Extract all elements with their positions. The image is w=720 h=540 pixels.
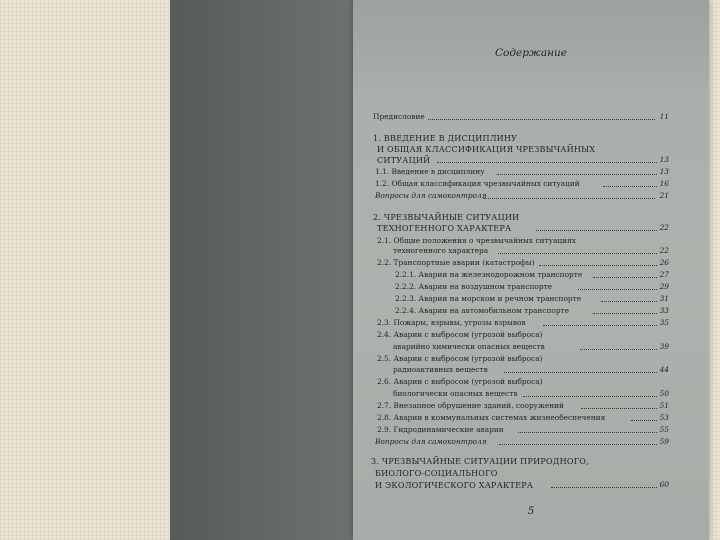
toc-entry-title: 2.2. Транспортные аварии (катастрофы) — [377, 258, 535, 267]
toc-entry-title: 2.2.2. Аварии на воздушном транспорте — [395, 282, 553, 291]
dot-leader — [497, 174, 657, 175]
toc-entry-title: 1.2. Общая классификация чрезвычайных ситуаций — [375, 179, 580, 188]
dot-leader — [437, 162, 657, 163]
toc-entry — [353, 455, 709, 467]
toc-entry — [353, 293, 709, 305]
toc-entry — [353, 111, 709, 123]
dot-leader — [601, 301, 657, 302]
dot-leader — [578, 289, 657, 290]
toc-entry — [353, 281, 709, 293]
dot-leader — [581, 408, 657, 409]
toc-entry-page: 55 — [659, 425, 669, 434]
toc-entry-title: техногенного характера — [393, 246, 489, 255]
toc-entry-title: ТЕХНОГЕННОГО ХАРАКТЕРА — [377, 223, 512, 233]
toc-entry-title: 2.8. Аварии в коммунальных системах жизнеобеспечения — [377, 413, 606, 422]
toc-entry-page: 26 — [659, 258, 669, 267]
dot-leader — [593, 277, 657, 278]
toc-entry-page: 51 — [659, 401, 669, 410]
toc-entry — [353, 222, 709, 234]
toc-entry-title: 2.2.4. Аварии на автомобильном транспорте — [395, 306, 570, 315]
toc-entry-title: Вопросы для самоконтроля — [375, 191, 487, 200]
dot-leader — [523, 396, 657, 397]
toc-entry — [353, 400, 709, 412]
toc-entry — [353, 364, 709, 376]
toc-entry-page: 29 — [659, 282, 669, 291]
dot-leader — [499, 444, 657, 445]
toc-entry-title: 2.4. Аварии с выбросом (угрозой выброса) — [377, 330, 543, 339]
toc-entry-title: И ЭКОЛОГИЧЕСКОГО ХАРАКТЕРА — [375, 480, 534, 490]
toc-entry-title: БИОЛОГО-СОЦИАЛЬНОГО — [375, 468, 498, 478]
page-number: 5 — [527, 506, 535, 517]
toc-entry — [353, 257, 709, 269]
toc-entry-page: 33 — [659, 306, 669, 315]
toc-entry — [353, 436, 709, 448]
toc-entry-page: 53 — [659, 413, 669, 422]
dot-leader — [536, 230, 657, 231]
dot-leader — [603, 186, 657, 187]
toc-entry — [353, 376, 709, 388]
toc-entry — [353, 317, 709, 329]
dot-leader — [483, 198, 655, 199]
toc-entry-title: 2.1. Общие положения о чрезвычайных ситуациях — [377, 236, 576, 245]
toc-entry-title: 2. ЧРЕЗВЫЧАЙНЫЕ СИТУАЦИИ — [373, 212, 520, 222]
dot-leader — [580, 349, 657, 350]
dot-leader — [551, 487, 657, 488]
toc-entry-page: 27 — [659, 270, 669, 279]
page-title: Содержание — [494, 47, 568, 59]
toc-entry — [353, 479, 709, 491]
dot-leader — [504, 372, 657, 373]
dot-leader — [518, 432, 657, 433]
toc-entry-page: 50 — [659, 389, 669, 398]
toc-entry-title: 2.9. Гидродинамические аварии — [377, 425, 504, 434]
toc-entry-title: 2.5. Аварии с выбросом (угрозой выброса) — [377, 354, 543, 363]
toc-entry-page: 11 — [659, 112, 669, 121]
toc-entry — [353, 154, 709, 166]
toc-entry-title: аварийно химически опасных веществ — [393, 342, 545, 351]
toc-entry — [353, 424, 709, 436]
toc-entry-page: 31 — [659, 294, 669, 303]
toc-entry-page: 22 — [659, 246, 669, 255]
toc-entry — [353, 388, 709, 400]
toc-entry-page: 39 — [659, 342, 669, 351]
toc-entry-page: 35 — [659, 318, 669, 327]
toc-entry — [353, 190, 709, 202]
toc-entry-title: Предисловие — [373, 112, 425, 121]
toc-entry — [353, 269, 709, 281]
toc-entry-page: 16 — [659, 179, 669, 188]
toc-entry-page: 60 — [659, 480, 669, 489]
dot-leader — [498, 253, 657, 254]
toc-entry-page: 13 — [659, 155, 669, 164]
book-photo — [170, 0, 669, 540]
toc-entry-title: 1. ВВЕДЕНИЕ В ДИСЦИПЛИНУ — [373, 133, 518, 143]
toc-entry — [353, 245, 709, 257]
toc-entry-title: Вопросы для самоконтроля — [375, 437, 487, 446]
toc-entry — [353, 467, 709, 479]
book-page — [353, 0, 709, 540]
toc-entry-page: 22 — [659, 223, 669, 232]
toc-entry — [353, 166, 709, 178]
toc-entry-page: 13 — [659, 167, 669, 176]
dot-leader — [593, 313, 657, 314]
toc-entry — [353, 329, 709, 341]
toc-entry-title: биологически опасных веществ — [393, 389, 518, 398]
dot-leader — [428, 119, 655, 120]
toc-entry — [353, 305, 709, 317]
toc-entry — [353, 178, 709, 190]
toc-entry — [353, 341, 709, 353]
toc-entry-title: 2.2.3. Аварии на морском и речном транспорте — [395, 294, 582, 303]
toc-entry-title: 2.7. Внезапное обрушение зданий, сооружений — [377, 401, 564, 410]
dot-leader — [543, 325, 657, 326]
toc-entry-title: СИТУАЦИЙ — [377, 155, 431, 165]
toc-entry-title: 3. ЧРЕЗВЫЧАЙНЫЕ СИТУАЦИИ ПРИРОДНОГО, — [371, 456, 589, 466]
toc-entry-title: радиоактивных веществ — [393, 365, 488, 374]
toc-entry-title: И ОБЩАЯ КЛАССИФИКАЦИЯ ЧРЕЗВЫЧАЙНЫХ — [377, 144, 596, 154]
toc-entry-title: 2.6. Аварии с выбросом (угрозой выброса) — [377, 377, 543, 386]
toc-entry-page: 44 — [659, 365, 669, 374]
toc-entry-page: 21 — [659, 191, 669, 200]
toc-entry — [353, 412, 709, 424]
toc-entry-title: 2.3. Пожары, взрывы, угрозы взрывов — [377, 318, 526, 327]
toc-entry-title: 2.2.1. Аварии на железнодорожном транспорте — [395, 270, 583, 279]
toc-entry-title: 1.1. Введение в дисциплину — [375, 167, 485, 176]
toc-entry-page: 59 — [659, 437, 669, 446]
dot-leader — [539, 265, 657, 266]
